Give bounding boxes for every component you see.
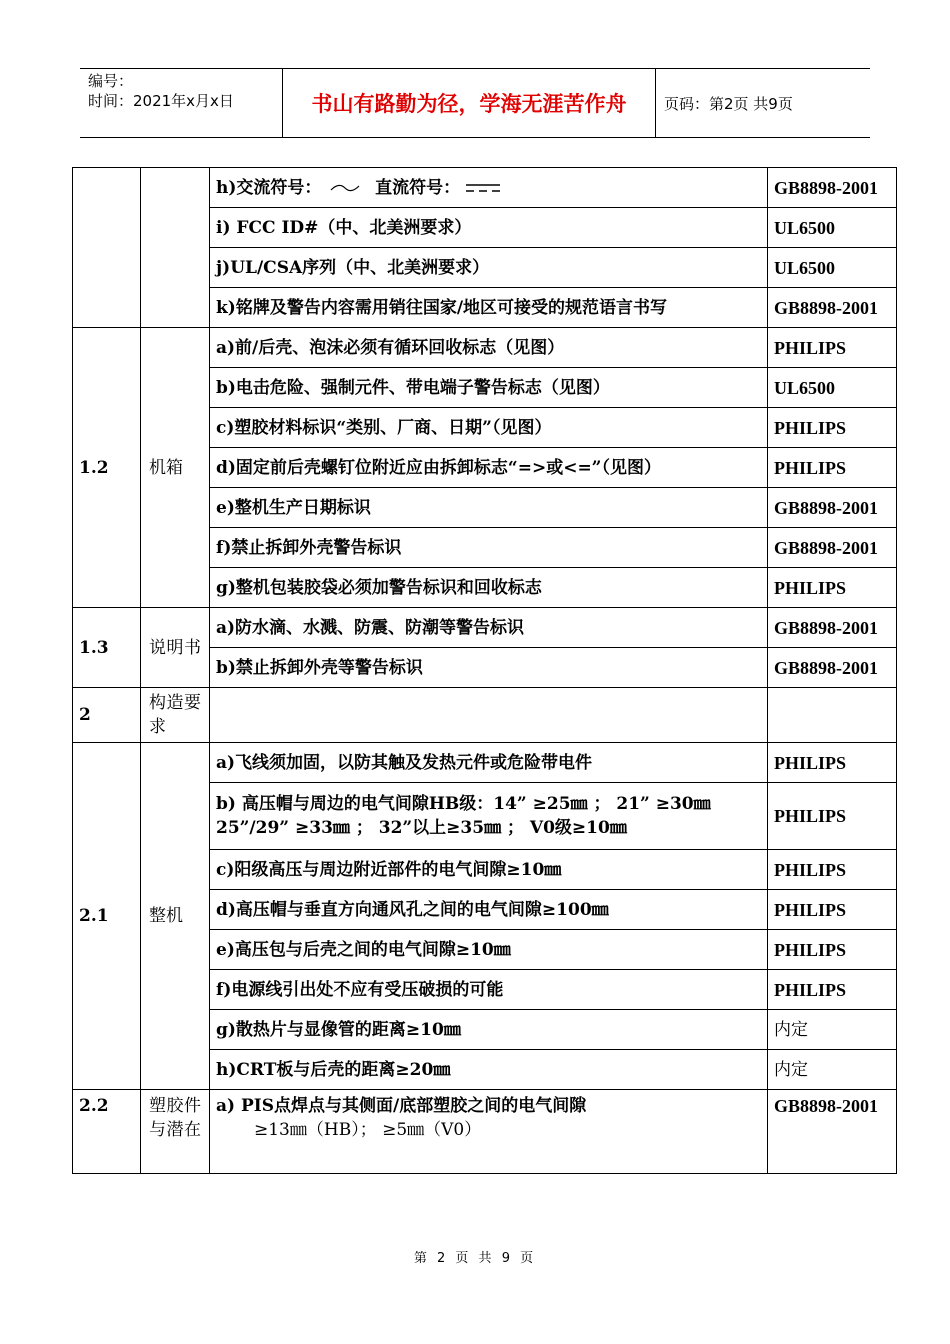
- requirement-text: a) PIS点焊点与其侧面/底部塑胶之间的电气间隙: [216, 1096, 587, 1116]
- ac-symbol-icon: [327, 182, 363, 194]
- spec-table: [72, 167, 897, 1174]
- requirement-cell: b) 高压帽与周边的电气间隙HB级：14” ≥25㎜ ； 21” ≥30㎜ 25”/29” ≥33㎜ ； 32”以上≥35㎜ ； V0级≥10㎜: [210, 783, 768, 850]
- standard-cell: GB8898-2001: [768, 288, 897, 328]
- requirement-cell: d)高压帽与垂直方向通风孔之间的电气间隙≥100㎜: [210, 890, 768, 930]
- table-row: [73, 168, 897, 208]
- table-row: [73, 328, 897, 368]
- document-time-label: 时间：2021年x月x日: [88, 92, 234, 110]
- standard-cell: UL6500: [768, 368, 897, 408]
- requirement-cell: k)铭牌及警告内容需用销往国家/地区可接受的规范语言书写: [210, 288, 768, 328]
- standard-cell: PHILIPS: [768, 568, 897, 608]
- standard-cell: PHILIPS: [768, 408, 897, 448]
- table-row: [73, 608, 897, 648]
- requirement-text-line2: ≥13㎜（HB）； ≥5㎜（V0）: [254, 1120, 482, 1140]
- standard-cell: GB8898-2001: [768, 648, 897, 688]
- dc-symbol-icon: [466, 183, 500, 193]
- item-category: 机箱: [141, 328, 210, 608]
- item-number: 2: [73, 688, 141, 743]
- standard-cell: PHILIPS: [768, 970, 897, 1010]
- table-row: [73, 1090, 897, 1174]
- requirement-cell: f)电源线引出处不应有受压破损的可能: [210, 970, 768, 1010]
- standard-cell: PHILIPS: [768, 328, 897, 368]
- page-footer: 第 2 页 共 9 页: [413, 1251, 537, 1266]
- standard-cell: PHILIPS: [768, 783, 897, 850]
- item-number: 1.2: [73, 328, 141, 608]
- standard-cell: 内定: [768, 1010, 897, 1050]
- requirement-cell: e)高压包与后壳之间的电气间隙≥10㎜: [210, 930, 768, 970]
- item-number: 2.1: [73, 743, 141, 1090]
- requirement-cell: h)CRT板与后壳的距离≥20㎜: [210, 1050, 768, 1090]
- standard-cell: PHILIPS: [768, 890, 897, 930]
- requirement-cell: [210, 1090, 768, 1174]
- requirement-cell: c)阳级高压与周边附近部件的电气间隙≥10㎜: [210, 850, 768, 890]
- standard-cell: PHILIPS: [768, 743, 897, 783]
- standard-cell: 内定: [768, 1050, 897, 1090]
- item-number: 2.2: [73, 1090, 141, 1174]
- requirement-cell: e)整机生产日期标识: [210, 488, 768, 528]
- standard-cell: GB8898-2001: [768, 608, 897, 648]
- requirement-cell: [210, 688, 768, 743]
- requirement-cell: g)整机包装胶袋必须加警告标识和回收标志: [210, 568, 768, 608]
- requirement-cell: i) FCC ID#（中、北美洲要求）: [210, 208, 768, 248]
- requirement-cell: g)散热片与显像管的距离≥10㎜: [210, 1010, 768, 1050]
- requirement-cell: c)塑胶材料标识“类别、厂商、日期”（见图）: [210, 408, 768, 448]
- requirement-cell: b)电击危险、强制元件、带电端子警告标志（见图）: [210, 368, 768, 408]
- header-motto: 书山有路勤为径，学海无涯苦作舟: [282, 69, 656, 137]
- item-category: [141, 168, 210, 328]
- requirement-cell: a)防水滴、水溅、防震、防潮等警告标识: [210, 608, 768, 648]
- item-category: 整机: [141, 743, 210, 1090]
- requirement-cell: [210, 168, 768, 208]
- requirement-text: h)交流符号：: [216, 177, 322, 198]
- requirement-cell: a)飞线须加固，以防其触及发热元件或危险带电件: [210, 743, 768, 783]
- standard-cell: PHILIPS: [768, 850, 897, 890]
- standard-cell: [768, 688, 897, 743]
- standard-cell: GB8898-2001: [768, 168, 897, 208]
- header-left: [88, 71, 278, 111]
- requirement-text-extra: 直流符号：: [375, 177, 461, 198]
- requirement-cell: f)禁止拆卸外壳警告标识: [210, 528, 768, 568]
- standard-cell: GB8898-2001: [768, 1090, 897, 1174]
- standard-cell: PHILIPS: [768, 930, 897, 970]
- standard-cell: UL6500: [768, 208, 897, 248]
- table-row: [73, 688, 897, 743]
- item-number: [73, 168, 141, 328]
- page-header: [80, 68, 870, 138]
- header-page-info: 页码：第2页 共9页: [664, 94, 793, 113]
- standard-cell: GB8898-2001: [768, 528, 897, 568]
- standard-cell: UL6500: [768, 248, 897, 288]
- item-category: 说明书: [141, 608, 210, 688]
- requirement-cell: j)UL/CSA序列（中、北美洲要求）: [210, 248, 768, 288]
- item-category: 塑胶件与潜在: [141, 1090, 210, 1174]
- document-number-label: 编号：: [88, 72, 134, 90]
- standard-cell: PHILIPS: [768, 448, 897, 488]
- item-category: 构造要求: [141, 688, 210, 743]
- table-row: [73, 743, 897, 783]
- requirement-cell: b)禁止拆卸外壳等警告标识: [210, 648, 768, 688]
- standard-cell: GB8898-2001: [768, 488, 897, 528]
- requirement-cell: d)固定前后壳螺钉位附近应由拆卸标志“=>或<=”（见图）: [210, 448, 768, 488]
- item-number: 1.3: [73, 608, 141, 688]
- requirement-cell: a)前/后壳、泡沫必须有循环回收标志（见图）: [210, 328, 768, 368]
